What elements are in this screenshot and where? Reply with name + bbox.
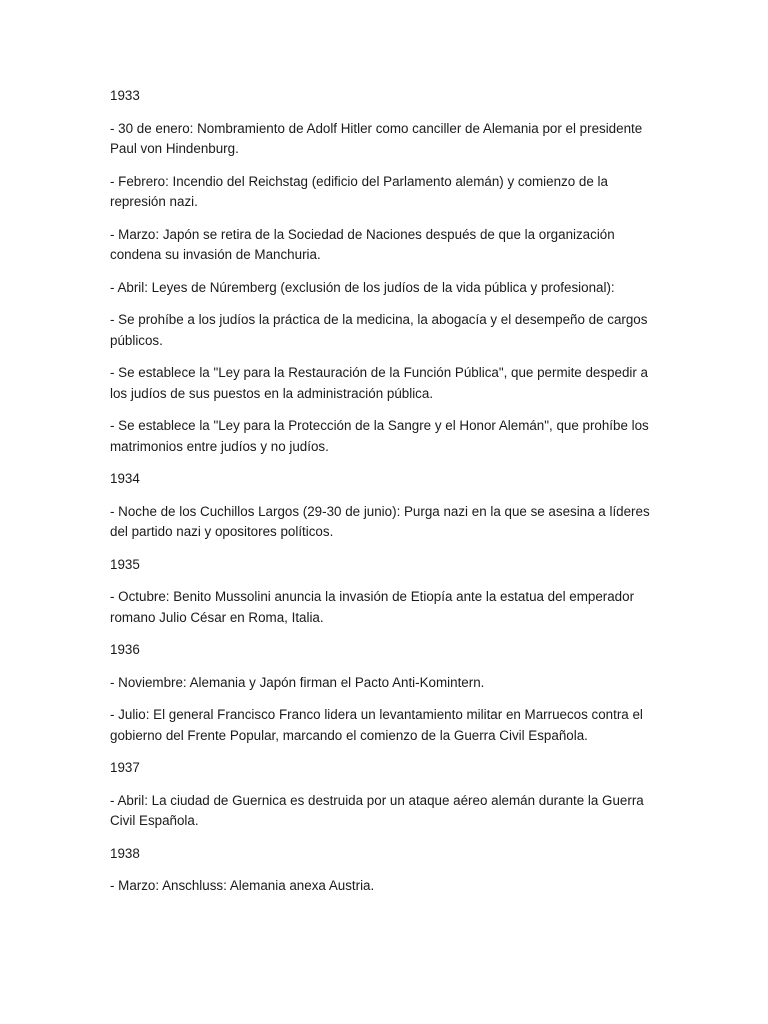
document-page [110,86,662,909]
year-heading: 1938 [110,845,140,861]
year-heading: 1936 [110,642,140,657]
timeline-entry: - Abril: Leyes de Núremberg (exclusión de los judíos de la vida pública y profesional): [110,279,615,295]
timeline-entry: - Se prohíbe a los judíos la práctica de la medicina, la abogacía y el desempeño de cargos públicos. [110,312,648,348]
timeline-entry: - Se establece la "Ley para la Protección de la Sangre y el Honor Alemán", que prohíbe los matrimonios entre judíos y no judíos. [110,418,649,454]
timeline-entry: - Marzo: Japón se retira de la Sociedad de Naciones después de que la organización condena su invasión de Manchuria. [110,226,615,262]
year-heading: 1935 [110,556,140,572]
timeline-entry: - Febrero: Incendio del Reichstag (edificio del Parlamento alemán) y comienzo de la represión nazi. [110,173,608,209]
timeline-entry: - Noche de los Cuchillos Largos (29-30 de junio): Purga nazi en la que se asesina a líderes del partido nazi y opositores políticos. [110,503,650,539]
timeline-entry: - Se establece la "Ley para la Restauración de la Función Pública", que permite despedir a los judíos de sus puestos en la administración pública. [110,365,649,401]
timeline-entry: - Julio: El general Francisco Franco lidera un levantamiento militar en Marruecos contra el gobierno del Frente Popular, marcando el comienzo de la Guerra Civil Española. [110,707,643,743]
timeline-entry: - Octubre: Benito Mussolini anuncia la invasión de Etiopía ante la estatua del emperador romano Julio César en Roma, Italia. [110,589,635,625]
timeline-entry: - 30 de enero: Nombramiento de Adolf Hitler como canciller de Alemania por el presidente Paul von Hindenburg. [110,120,643,156]
timeline-entry: - Marzo: Anschluss: Alemania anexa Austria. [110,878,375,893]
timeline-entry: - Abril: La ciudad de Guernica es destruida por un ataque aéreo alemán durante la Guerra Civil Española. [110,792,644,828]
timeline-entry: - Noviembre: Alemania y Japón firman el Pacto Anti-Komintern. [110,674,485,690]
year-heading: 1934 [110,471,140,486]
year-heading: 1937 [110,760,140,775]
year-heading: 1933 [110,88,140,103]
